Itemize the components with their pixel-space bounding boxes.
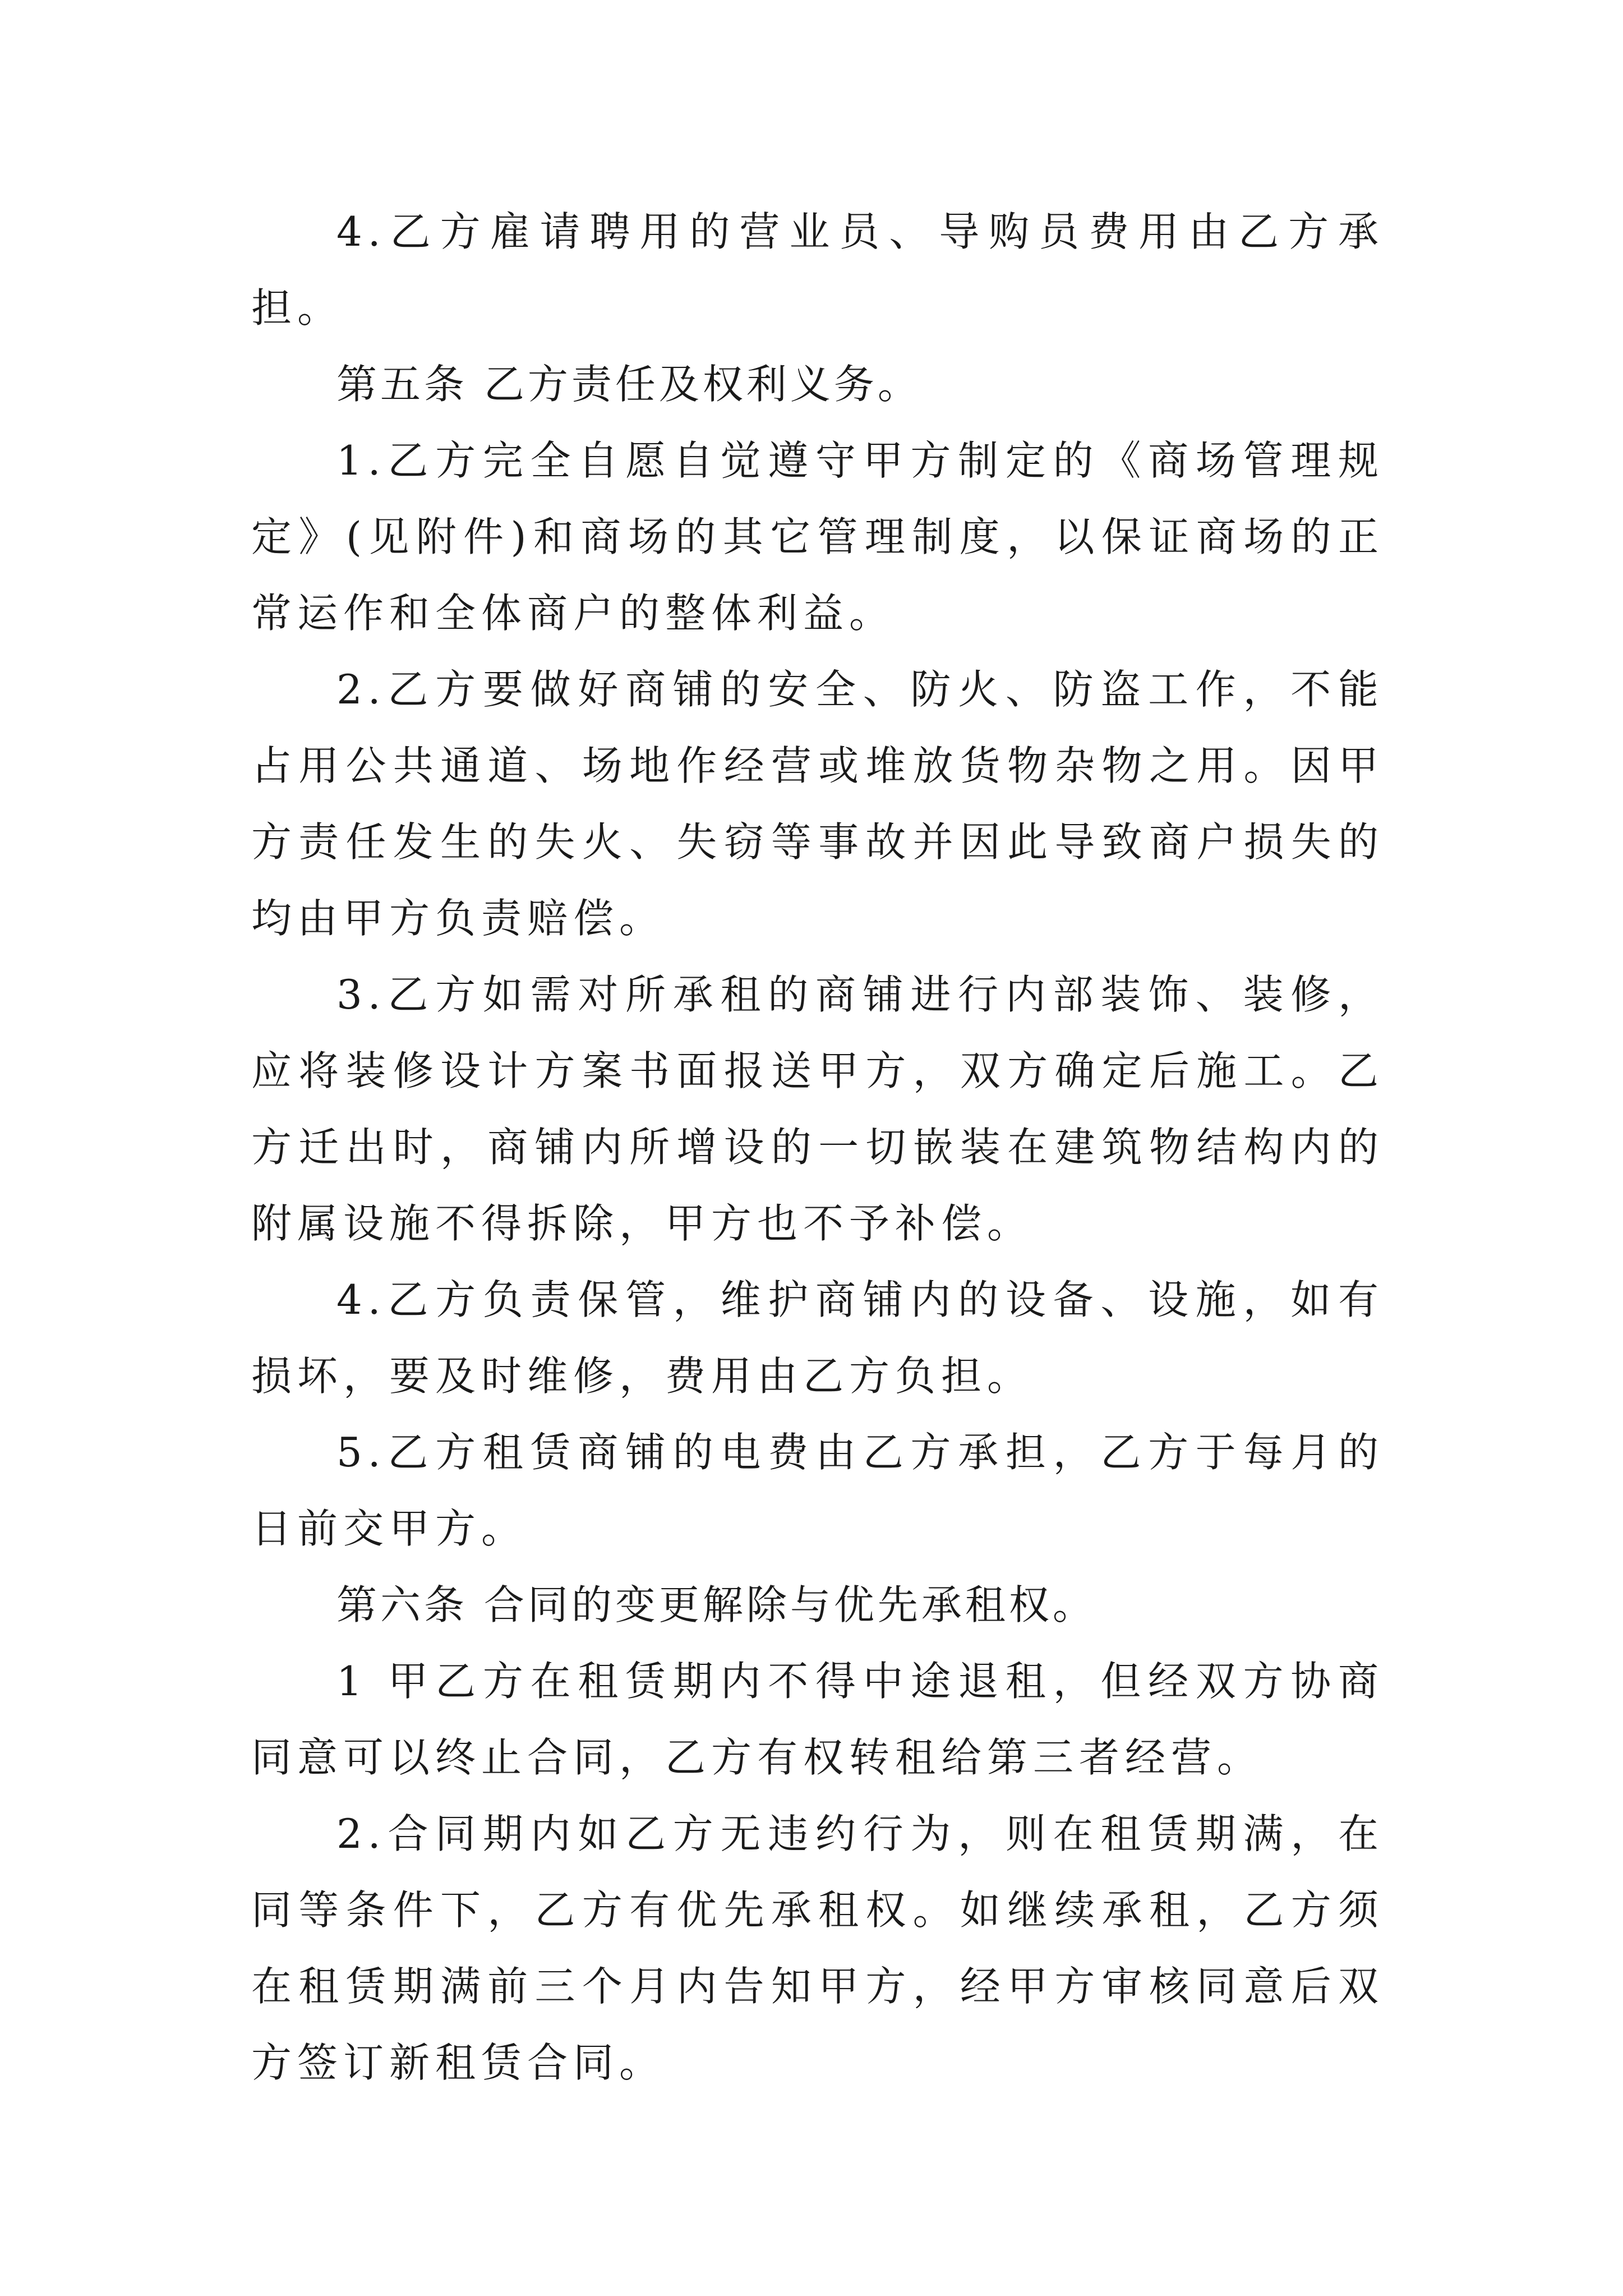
clause-5-2-safety: 2.乙方要做好商铺的安全、防火、防盗工作，不能占用公共通道、场地作经营或堆放货物杂物之用。因甲方责任发生的失火、失窃等事故并因此导致商户损失的均由甲方负责赔偿。 bbox=[251, 666, 1384, 942]
clause-6-1-termination: 1 甲乙方在租赁期内不得中途退租，但经双方协商同意可以终止合同，乙方有权转租给第三者经营。 bbox=[251, 1658, 1384, 1781]
clause-5-1-management-rules: 1.乙方完全自愿自觉遵守甲方制定的《商场管理规定》(见附件)和商场的其它管理制度，以保证商场的正常运作和全体商户的整体利益。 bbox=[251, 437, 1384, 637]
clause-5-4-maintenance: 4.乙方负责保管，维护商铺内的设备、设施，如有损坏，要及时维修，费用由乙方负担。 bbox=[251, 1276, 1384, 1400]
document-body bbox=[251, 194, 1384, 2101]
clause-6-2-priority-lease: 2.合同期内如乙方无违约行为，则在租赁期满，在同等条件下，乙方有优先承租权。如继续承租，乙方须在租赁期满前三个月内告知甲方，经甲方审核同意后双方签订新租赁合同。 bbox=[251, 1810, 1384, 2086]
article-6-heading: 第六条 合同的变更解除与优先承租权。 bbox=[336, 1581, 1096, 1628]
clause-4-4-staff-costs: 4.乙方雇请聘用的营业员、导购员费用由乙方承担。 bbox=[251, 208, 1384, 332]
article-5-heading: 第五条 乙方责任及权利义务。 bbox=[336, 361, 921, 408]
clause-5-5-electricity: 5.乙方租赁商铺的电费由乙方承担，乙方于每月的 日前交甲方。 bbox=[251, 1429, 1384, 1552]
clause-5-3-renovation: 3.乙方如需对所承租的商铺进行内部装饰、装修，应将装修设计方案书面报送甲方，双方确定后施工。乙方迁出时，商铺内所增设的一切嵌装在建筑物结构内的附属设施不得拆除，甲方也不予补偿。 bbox=[251, 971, 1384, 1247]
